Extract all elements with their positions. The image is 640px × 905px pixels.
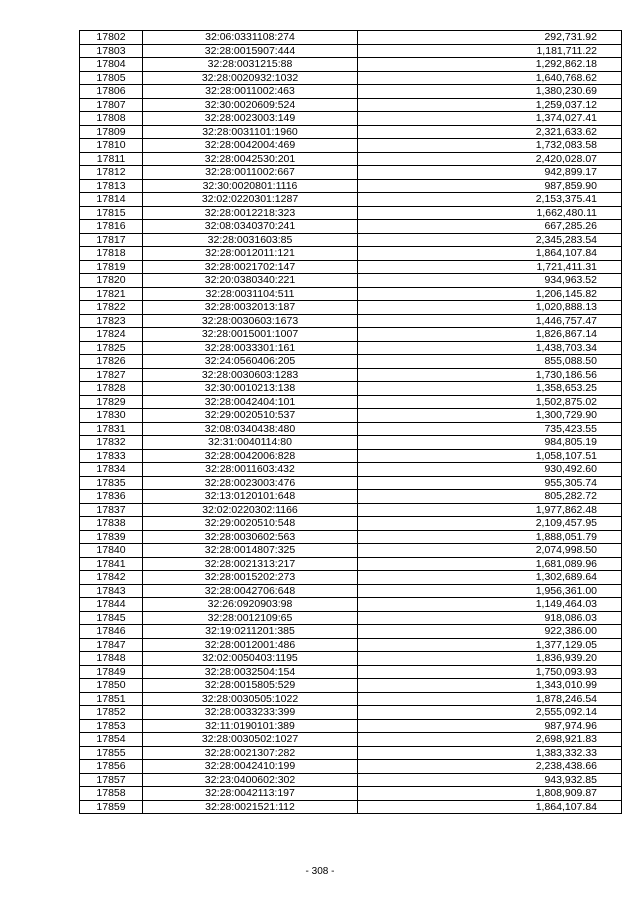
table-row (80, 530, 622, 544)
row-number-cell: 17829 (80, 395, 143, 409)
cadastral-number-cell: 32:28:0042113:197 (143, 787, 358, 801)
row-number-cell: 17812 (80, 166, 143, 180)
cadastral-value-cell: 2,321,633.62 (358, 125, 622, 139)
cadastral-value-cell: 2,074,998.50 (358, 544, 622, 558)
cadastral-value-cell: 1,343,010.99 (358, 679, 622, 693)
cadastral-number-cell: 32:28:0015202:273 (143, 571, 358, 585)
table-row (80, 220, 622, 234)
row-number-cell: 17838 (80, 517, 143, 531)
cadastral-value-cell: 2,345,283.54 (358, 233, 622, 247)
row-number-cell: 17807 (80, 98, 143, 112)
row-number-cell: 17809 (80, 125, 143, 139)
table-row (80, 800, 622, 814)
cadastral-value-cell: 955,305.74 (358, 476, 622, 490)
table-row (80, 98, 622, 112)
cadastral-number-cell: 32:19:0211201:385 (143, 625, 358, 639)
cadastral-number-cell: 32:30:0010213:138 (143, 382, 358, 396)
cadastral-value-table (79, 30, 622, 814)
cadastral-value-cell: 1,977,862.48 (358, 503, 622, 517)
cadastral-value-cell: 1,206,145.82 (358, 287, 622, 301)
table-row (80, 233, 622, 247)
table-row (80, 463, 622, 477)
row-number-cell: 17819 (80, 260, 143, 274)
cadastral-value-cell: 1,836,939.20 (358, 652, 622, 666)
cadastral-value-cell: 934,963.52 (358, 274, 622, 288)
cadastral-value-cell: 1,383,332.33 (358, 746, 622, 760)
row-number-cell: 17815 (80, 206, 143, 220)
cadastral-value-cell: 1,181,711.22 (358, 44, 622, 58)
cadastral-number-cell: 32:28:0042006:828 (143, 449, 358, 463)
cadastral-number-cell: 32:28:0033301:161 (143, 341, 358, 355)
cadastral-value-cell: 1,721,411.31 (358, 260, 622, 274)
row-number-cell: 17858 (80, 787, 143, 801)
table-row (80, 638, 622, 652)
row-number-cell: 17833 (80, 449, 143, 463)
row-number-cell: 17813 (80, 179, 143, 193)
row-number-cell: 17842 (80, 571, 143, 585)
table-row (80, 166, 622, 180)
table-row (80, 571, 622, 585)
table-row (80, 368, 622, 382)
row-number-cell: 17804 (80, 58, 143, 72)
table-row (80, 112, 622, 126)
table-row (80, 206, 622, 220)
row-number-cell: 17857 (80, 773, 143, 787)
cadastral-number-cell: 32:28:0012011:121 (143, 247, 358, 261)
row-number-cell: 17847 (80, 638, 143, 652)
cadastral-number-cell: 32:28:0014807:325 (143, 544, 358, 558)
table-row (80, 125, 622, 139)
cadastral-value-cell: 1,058,107.51 (358, 449, 622, 463)
row-number-cell: 17821 (80, 287, 143, 301)
cadastral-value-cell: 1,808,909.87 (358, 787, 622, 801)
table-row (80, 287, 622, 301)
cadastral-number-cell: 32:28:0030603:1283 (143, 368, 358, 382)
row-number-cell: 17845 (80, 611, 143, 625)
cadastral-number-cell: 32:28:0011002:463 (143, 85, 358, 99)
row-number-cell: 17832 (80, 436, 143, 450)
cadastral-number-cell: 32:28:0042410:199 (143, 760, 358, 774)
row-number-cell: 17830 (80, 409, 143, 423)
cadastral-number-cell: 32:08:0340370:241 (143, 220, 358, 234)
cadastral-number-cell: 32:28:0011603:432 (143, 463, 358, 477)
table-row (80, 314, 622, 328)
cadastral-value-cell: 984,805.19 (358, 436, 622, 450)
cadastral-number-cell: 32:30:0020801:1116 (143, 179, 358, 193)
cadastral-value-cell: 1,302,689.64 (358, 571, 622, 585)
row-number-cell: 17817 (80, 233, 143, 247)
cadastral-value-cell: 930,492.60 (358, 463, 622, 477)
cadastral-number-cell: 32:28:0030505:1022 (143, 692, 358, 706)
cadastral-number-cell: 32:28:0033233:399 (143, 706, 358, 720)
table-row (80, 665, 622, 679)
cadastral-number-cell: 32:28:0031104:511 (143, 287, 358, 301)
cadastral-value-cell: 735,423.55 (358, 422, 622, 436)
row-number-cell: 17846 (80, 625, 143, 639)
table-row (80, 328, 622, 342)
table-row (80, 760, 622, 774)
cadastral-number-cell: 32:13:0120101:648 (143, 490, 358, 504)
cadastral-number-cell: 32:28:0021702:147 (143, 260, 358, 274)
cadastral-value-cell: 1,888,051.79 (358, 530, 622, 544)
cadastral-value-cell: 922,386.00 (358, 625, 622, 639)
table-row (80, 395, 622, 409)
row-number-cell: 17836 (80, 490, 143, 504)
table-row (80, 409, 622, 423)
row-number-cell: 17816 (80, 220, 143, 234)
row-number-cell: 17814 (80, 193, 143, 207)
cadastral-number-cell: 32:28:0012001:486 (143, 638, 358, 652)
cadastral-value-cell: 1,377,129.05 (358, 638, 622, 652)
table-row (80, 71, 622, 85)
cadastral-number-cell: 32:28:0042004:469 (143, 139, 358, 153)
cadastral-number-cell: 32:28:0020932:1032 (143, 71, 358, 85)
cadastral-number-cell: 32:29:0020510:548 (143, 517, 358, 531)
table-row (80, 193, 622, 207)
cadastral-value-cell: 1,826,867.14 (358, 328, 622, 342)
cadastral-number-cell: 32:28:0023003:476 (143, 476, 358, 490)
cadastral-value-cell: 1,259,037.12 (358, 98, 622, 112)
table-row (80, 679, 622, 693)
cadastral-number-cell: 32:31:0040114:80 (143, 436, 358, 450)
cadastral-value-cell: 1,380,230.69 (358, 85, 622, 99)
row-number-cell: 17805 (80, 71, 143, 85)
table-row (80, 422, 622, 436)
row-number-cell: 17827 (80, 368, 143, 382)
cadastral-value-cell: 1,640,768.62 (358, 71, 622, 85)
cadastral-number-cell: 32:28:0032013:187 (143, 301, 358, 315)
table-row (80, 787, 622, 801)
cadastral-value-cell: 1,020,888.13 (358, 301, 622, 315)
cadastral-number-cell: 32:28:0021521:112 (143, 800, 358, 814)
cadastral-number-cell: 32:26:0920903:98 (143, 598, 358, 612)
table-row (80, 341, 622, 355)
table-row (80, 584, 622, 598)
row-number-cell: 17831 (80, 422, 143, 436)
cadastral-value-cell: 1,358,653.25 (358, 382, 622, 396)
cadastral-number-cell: 32:28:0042530:201 (143, 152, 358, 166)
table-row (80, 247, 622, 261)
cadastral-value-cell: 1,149,464.03 (358, 598, 622, 612)
row-number-cell: 17844 (80, 598, 143, 612)
cadastral-value-cell: 1,662,480.11 (358, 206, 622, 220)
row-number-cell: 17826 (80, 355, 143, 369)
row-number-cell: 17808 (80, 112, 143, 126)
cadastral-value-cell: 1,956,361.00 (358, 584, 622, 598)
row-number-cell: 17851 (80, 692, 143, 706)
cadastral-value-cell: 1,864,107.84 (358, 247, 622, 261)
row-number-cell: 17852 (80, 706, 143, 720)
page-number: - 308 - (305, 866, 335, 877)
table-row (80, 719, 622, 733)
cadastral-number-cell: 32:28:0030603:1673 (143, 314, 358, 328)
row-number-cell: 17848 (80, 652, 143, 666)
row-number-cell: 17859 (80, 800, 143, 814)
cadastral-value-cell: 1,750,093.93 (358, 665, 622, 679)
row-number-cell: 17839 (80, 530, 143, 544)
cadastral-value-cell: 1,730,186.56 (358, 368, 622, 382)
table-row (80, 139, 622, 153)
table-row (80, 490, 622, 504)
row-number-cell: 17823 (80, 314, 143, 328)
cadastral-number-cell: 32:28:0031215:88 (143, 58, 358, 72)
cadastral-value-cell: 1,732,083.58 (358, 139, 622, 153)
cadastral-number-cell: 32:28:0042706:648 (143, 584, 358, 598)
cadastral-value-cell: 1,374,027.41 (358, 112, 622, 126)
row-number-cell: 17837 (80, 503, 143, 517)
cadastral-value-cell: 1,681,089.96 (358, 557, 622, 571)
cadastral-value-cell: 855,088.50 (358, 355, 622, 369)
table-row (80, 598, 622, 612)
cadastral-value-cell: 918,086.03 (358, 611, 622, 625)
cadastral-number-cell: 32:24:0560406:205 (143, 355, 358, 369)
table-row (80, 652, 622, 666)
cadastral-value-cell: 1,864,107.84 (358, 800, 622, 814)
cadastral-number-cell: 32:23:0400602:302 (143, 773, 358, 787)
table-row (80, 179, 622, 193)
cadastral-number-cell: 32:28:0032504:154 (143, 665, 358, 679)
row-number-cell: 17806 (80, 85, 143, 99)
cadastral-value-cell: 943,932.85 (358, 773, 622, 787)
table-row (80, 449, 622, 463)
table-row (80, 85, 622, 99)
table-row (80, 517, 622, 531)
cadastral-number-cell: 32:08:0340438:480 (143, 422, 358, 436)
cadastral-value-cell: 1,878,246.54 (358, 692, 622, 706)
row-number-cell: 17856 (80, 760, 143, 774)
row-number-cell: 17810 (80, 139, 143, 153)
cadastral-number-cell: 32:28:0042404:101 (143, 395, 358, 409)
table-row (80, 274, 622, 288)
row-number-cell: 17811 (80, 152, 143, 166)
cadastral-number-cell: 32:28:0015907:444 (143, 44, 358, 58)
table-row (80, 355, 622, 369)
cadastral-value-cell: 805,282.72 (358, 490, 622, 504)
cadastral-value-cell: 667,285.26 (358, 220, 622, 234)
table-row (80, 706, 622, 720)
cadastral-number-cell: 32:28:0031101:1960 (143, 125, 358, 139)
table-row (80, 382, 622, 396)
cadastral-number-cell: 32:11:0190101:389 (143, 719, 358, 733)
row-number-cell: 17840 (80, 544, 143, 558)
cadastral-number-cell: 32:28:0030502:1027 (143, 733, 358, 747)
table-row (80, 692, 622, 706)
row-number-cell: 17802 (80, 31, 143, 45)
cadastral-value-cell: 2,109,457.95 (358, 517, 622, 531)
table-row (80, 746, 622, 760)
cadastral-number-cell: 32:02:0050403:1195 (143, 652, 358, 666)
table-row (80, 773, 622, 787)
cadastral-number-cell: 32:30:0020609:524 (143, 98, 358, 112)
cadastral-number-cell: 32:28:0012218:323 (143, 206, 358, 220)
cadastral-number-cell: 32:28:0021313:217 (143, 557, 358, 571)
table-row (80, 611, 622, 625)
cadastral-value-cell: 1,438,703.34 (358, 341, 622, 355)
table-body (80, 31, 622, 814)
row-number-cell: 17820 (80, 274, 143, 288)
cadastral-value-cell: 942,899.17 (358, 166, 622, 180)
cadastral-number-cell: 32:28:0012109:65 (143, 611, 358, 625)
row-number-cell: 17818 (80, 247, 143, 261)
row-number-cell: 17824 (80, 328, 143, 342)
cadastral-number-cell: 32:28:0011002:667 (143, 166, 358, 180)
cadastral-number-cell: 32:28:0015805:529 (143, 679, 358, 693)
cadastral-number-cell: 32:28:0021307:282 (143, 746, 358, 760)
cadastral-number-cell: 32:29:0020510:537 (143, 409, 358, 423)
table-row (80, 152, 622, 166)
cadastral-number-cell: 32:28:0030602:563 (143, 530, 358, 544)
table-row (80, 58, 622, 72)
cadastral-number-cell: 32:02:0220302:1166 (143, 503, 358, 517)
cadastral-number-cell: 32:20:0380340:221 (143, 274, 358, 288)
table-row (80, 260, 622, 274)
table-row (80, 31, 622, 45)
cadastral-number-cell: 32:02:0220301:1287 (143, 193, 358, 207)
row-number-cell: 17825 (80, 341, 143, 355)
row-number-cell: 17855 (80, 746, 143, 760)
cadastral-number-cell: 32:28:0015001:1007 (143, 328, 358, 342)
cadastral-value-cell: 2,698,921.83 (358, 733, 622, 747)
cadastral-value-cell: 1,502,875.02 (358, 395, 622, 409)
table-row (80, 44, 622, 58)
row-number-cell: 17849 (80, 665, 143, 679)
cadastral-value-cell: 2,153,375.41 (358, 193, 622, 207)
row-number-cell: 17834 (80, 463, 143, 477)
cadastral-value-cell: 2,555,092.14 (358, 706, 622, 720)
table-row (80, 503, 622, 517)
cadastral-number-cell: 32:28:0031603:85 (143, 233, 358, 247)
row-number-cell: 17828 (80, 382, 143, 396)
cadastral-value-cell: 1,300,729.90 (358, 409, 622, 423)
cadastral-value-cell: 987,974.96 (358, 719, 622, 733)
table-row (80, 301, 622, 315)
cadastral-value-cell: 2,238,438.66 (358, 760, 622, 774)
table-row (80, 476, 622, 490)
table-row (80, 733, 622, 747)
table-row (80, 544, 622, 558)
cadastral-value-cell: 1,446,757.47 (358, 314, 622, 328)
cadastral-number-cell: 32:28:0023003:149 (143, 112, 358, 126)
table-row (80, 557, 622, 571)
row-number-cell: 17822 (80, 301, 143, 315)
cadastral-value-cell: 987,859.90 (358, 179, 622, 193)
table-row (80, 625, 622, 639)
cadastral-number-cell: 32:06:0331108:274 (143, 31, 358, 45)
row-number-cell: 17850 (80, 679, 143, 693)
cadastral-value-cell: 1,292,862.18 (358, 58, 622, 72)
row-number-cell: 17854 (80, 733, 143, 747)
table-row (80, 436, 622, 450)
row-number-cell: 17843 (80, 584, 143, 598)
cadastral-value-cell: 292,731.92 (358, 31, 622, 45)
row-number-cell: 17835 (80, 476, 143, 490)
row-number-cell: 17803 (80, 44, 143, 58)
row-number-cell: 17853 (80, 719, 143, 733)
row-number-cell: 17841 (80, 557, 143, 571)
cadastral-value-cell: 2,420,028.07 (358, 152, 622, 166)
